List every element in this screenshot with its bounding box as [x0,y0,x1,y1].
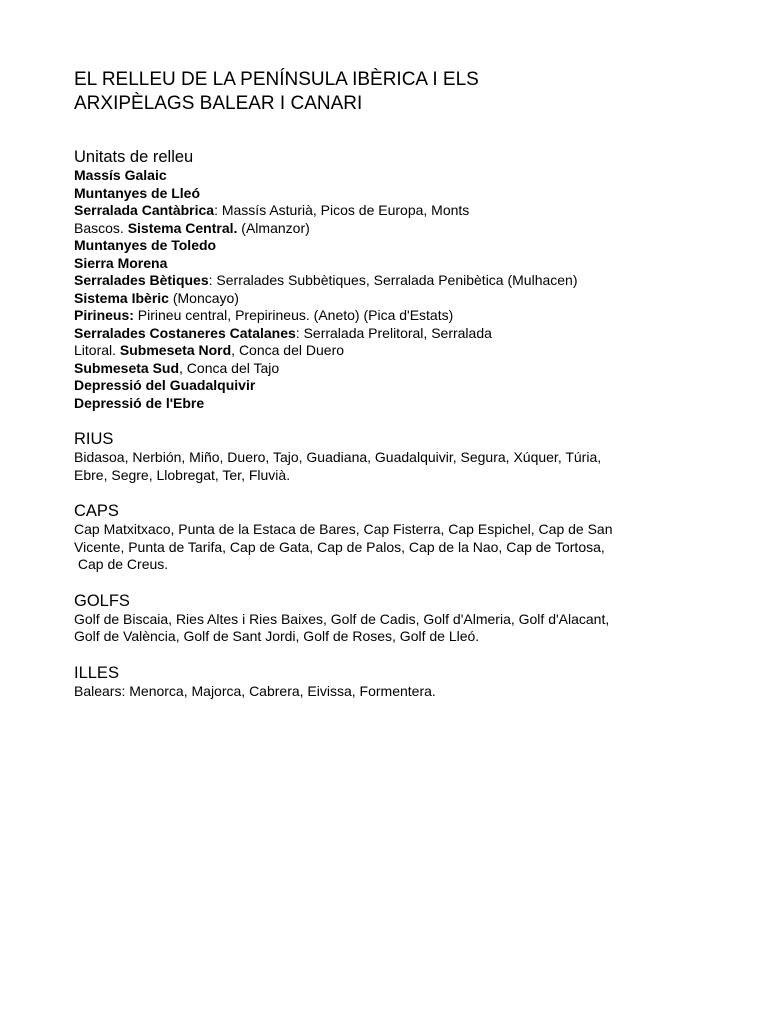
illes-heading: ILLES [74,663,119,682]
unitats-line-9 [74,307,734,325]
rius-text [74,449,734,484]
caps-line-2: Vicente, Punta de Tarifa, Cap de Gata, Cap de Palos, Cap de la Nao, Cap de Tortosa, [74,538,605,555]
unitats-line-3 [74,202,734,220]
title-line-1: EL RELLEU DE LA PENÍNSULA IBÈRICA I ELS [74,69,479,90]
unitats-line-9-bold: Pirineus: [74,307,134,323]
rius-line-1: Bidasoa, Nerbión, Miño, Duero, Tajo, Guadiana, Guadalquivir, Segura, Xúquer, Túria, [74,449,602,465]
section-rius [74,430,734,484]
unitats-line-14-bold: Depressió de l'Ebre [74,394,205,411]
unitats-line-3-text: : Massís Asturià, Picos de Europa, Monts [214,202,470,218]
unitats-line-4-text-a: Bascos. [74,219,128,236]
unitats-line-8 [74,290,734,308]
caps-heading: CAPS [74,502,119,520]
section-caps [74,502,734,574]
unitats-line-12 [74,360,734,378]
rius-line-2: Ebre, Segre, Llobregat, Ter, Fluvià. [74,466,291,483]
unitats-line-14 [74,395,734,413]
unitats-line-4-bold: Sistema Central. [127,219,238,236]
golfs-line-2: Golf de València, Golf de Sant Jordi, Golf de Roses, Golf de Lleó. [74,628,480,644]
golfs-heading: GOLFS [74,591,130,610]
unitats-line-6 [74,255,734,273]
unitats-line-11-bold: Submeseta Nord [119,342,232,358]
unitats-line-4 [74,220,734,238]
unitats-line-9-text: Pirineu central, Prepirineus. (Aneto) (Pica d'Estats) [133,307,454,323]
unitats-line-11-text-b: , Conca del Duero [231,342,345,358]
caps-line-1: Cap Matxitxaco, Punta de la Estaca de Bares, Cap Fisterra, Cap Espichel, Cap de San [74,521,613,537]
unitats-list [74,167,734,412]
unitats-line-10 [74,325,734,343]
unitats-line-11 [74,342,734,360]
unitats-line-2 [74,185,734,203]
unitats-line-5-bold: Muntanyes de Toledo [74,237,217,253]
unitats-line-7 [74,272,734,290]
title-line-2: ARXIPÈLAGS BALEAR I CANARI [74,93,363,114]
unitats-line-7-text: : Serralades Subbètiques, Serralada Penibètica (Mulhacen) [208,272,578,288]
unitats-heading: Unitats de relleu [74,148,194,166]
section-unitats-de-relleu [74,148,734,412]
unitats-line-12-bold: Submeseta Sud [74,359,180,376]
section-golfs [74,592,734,646]
unitats-line-7-bold: Serralades Bètiques [74,272,209,288]
unitats-line-12-text: , Conca del Tajo [179,359,280,376]
document-page [74,68,734,700]
unitats-line-1-bold: Massís Galaic [74,167,167,183]
unitats-line-3-bold: Serralada Cantàbrica [74,202,215,218]
unitats-line-10-text: : Serralada Prelitoral, Serralada [295,324,492,341]
caps-text [74,521,734,574]
unitats-line-10-bold: Serralades Costaneres Catalanes [74,324,296,341]
document-title [74,68,734,116]
illes-text [74,683,734,701]
unitats-line-8-text: (Moncayo) [168,289,239,306]
caps-line-3: Cap de Creus. [74,556,169,572]
unitats-line-13 [74,377,734,395]
unitats-line-6-bold: Sierra Morena [74,254,168,271]
illes-line-1: Balears: Menorca, Majorca, Cabrera, Eivissa, Formentera. [74,682,436,699]
unitats-line-8-bold: Sistema Ibèric [74,289,169,306]
unitats-line-11-text-a: Litoral. [74,342,120,358]
unitats-line-13-bold: Depressió del Guadalquivir [74,377,256,393]
rius-heading: RIUS [74,430,114,448]
golfs-line-1: Golf de Biscaia, Ries Altes i Ries Baixes, Golf de Cadis, Golf d'Almeria, Golf d'Alacant, [74,610,610,627]
unitats-line-2-bold: Muntanyes de Lleó [74,184,201,201]
unitats-line-4-text-b: (Almanzor) [237,219,310,236]
section-illes [74,664,734,701]
golfs-text [74,611,734,646]
unitats-line-1 [74,167,734,185]
unitats-line-5 [74,237,734,255]
